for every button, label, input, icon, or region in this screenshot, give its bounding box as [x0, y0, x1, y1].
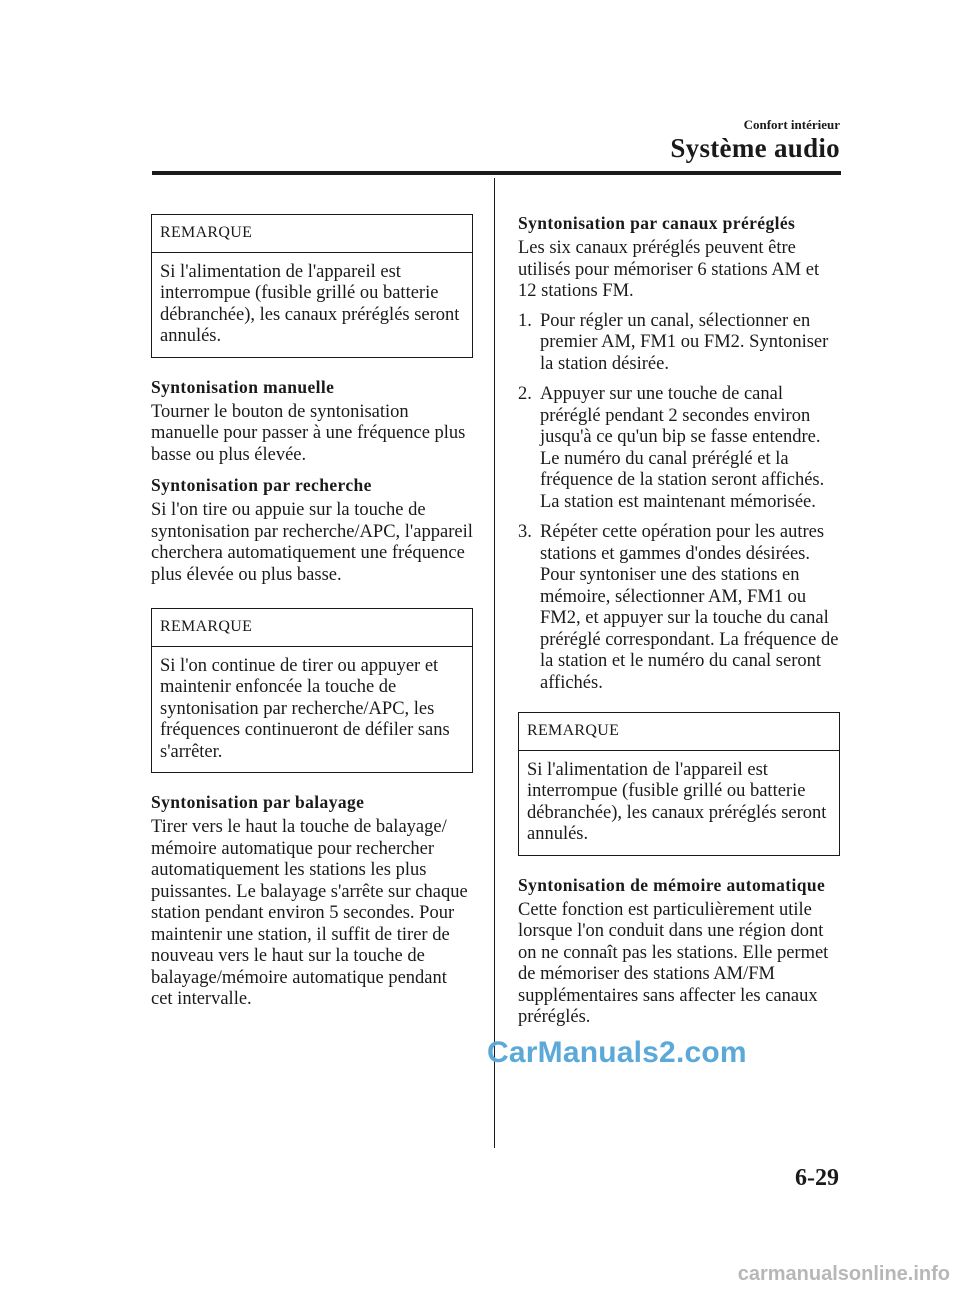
page-number: 6-29: [795, 1165, 839, 1191]
paragraph-scan-tuning: Tirer vers le haut la touche de balayage/ mémoire automatique pour rechercher automatiquement les stations les plus puissantes. Le balayage s'arrête sur chaque station pendant environ 5 secondes. Pour maintenir une station, il suffit de tirer de nouveau vers le haut sur la touche de balayage/mémoire automatique pendant cet intervalle.: [151, 817, 468, 1009]
step-number: 1.: [518, 310, 532, 331]
step-number: 2.: [518, 384, 532, 404]
note-title: REMARQUE: [152, 609, 472, 647]
watermark-carmanuals2: CarManuals2.com: [487, 1036, 747, 1069]
column-divider: [494, 178, 495, 1148]
section-heading-auto-memory: Syntonisation de mémoire automatique: [518, 874, 826, 895]
note-box: [151, 214, 473, 358]
note-box: [518, 712, 840, 856]
step-text: Pour régler un canal, sélectionner en premier AM, FM1 ou FM2. Syntoniser la station désirée.: [540, 310, 829, 374]
section-heading-seek-tuning: Syntonisation par recherche: [151, 475, 372, 495]
paragraph-preset-intro: Les six canaux préréglés peuvent être utilisés pour mémoriser 6 stations AM et 12 stations FM.: [518, 238, 820, 301]
paragraph-seek-tuning: Si l'on tire ou appuie sur la touche de syntonisation par recherche/APC, l'appareil cherchera automatiquement une fréquence plus élevée ou plus basse.: [151, 500, 473, 585]
section-label: Confort intérieur: [743, 117, 840, 132]
note-box: [151, 608, 473, 773]
list-item: [518, 384, 840, 513]
preset-steps-list: [518, 311, 840, 695]
step-number: 3.: [518, 522, 532, 542]
list-item: [518, 311, 840, 376]
step-text: Répéter cette opération pour les autres stations et gammes d'ondes désirées. Pour syntoniser une des stations en mémoire, sélectionner AM, FM1 ou FM2, et appuyer sur la touche du canal préréglé correspondant. La fréquence de la station et le numéro du canal seront affichés.: [540, 522, 839, 693]
left-column: [151, 214, 473, 1019]
page-title: Système audio: [670, 133, 840, 163]
note-body: Si l'alimentation de l'appareil est interrompue (fusible grillé ou batterie débranchée), les canaux préréglés seront annulés.: [160, 261, 460, 346]
section-heading-preset-tuning: Syntonisation par canaux préréglés: [518, 213, 796, 233]
note-body: Si l'on continue de tirer ou appuyer et maintenir enfoncée la touche de syntonisation par recherche/APC, les fréquences continueront de défiler sans s'arrêter.: [160, 655, 450, 762]
section-heading-scan-tuning: Syntonisation par balayage: [151, 792, 365, 812]
list-item: [518, 522, 840, 694]
paragraph-auto-memory: Cette fonction est particulièrement utile lorsque l'on conduit dans une région dont on ne connaît pas les stations. Elle permet de mémoriser des stations AM/FM supplémentaires sans affecter les canaux préréglés.: [518, 899, 829, 1027]
watermark-carmanualsonline: carmanualsonline.info: [737, 1263, 950, 1285]
note-title: REMARQUE: [519, 713, 839, 751]
right-column: [518, 212, 840, 1037]
step-text: Appuyer sur une touche de canal préréglé pendant 2 secondes environ jusqu'à ce qu'un bip se fasse entendre. Le numéro du canal préréglé et la fréquence de la station seront affichés. La station est maintenant mémorisée.: [540, 384, 825, 512]
paragraph-manual-tuning: Tourner le bouton de syntonisation manuelle pour passer à une fréquence plus basse ou plus élevée.: [151, 401, 466, 465]
note-body: Si l'alimentation de l'appareil est interrompue (fusible grillé ou batterie débranchée), les canaux préréglés seront annulés.: [527, 759, 827, 844]
header-divider: [152, 171, 841, 175]
section-heading-manual-tuning: Syntonisation manuelle: [151, 376, 335, 397]
note-title: REMARQUE: [152, 215, 472, 253]
